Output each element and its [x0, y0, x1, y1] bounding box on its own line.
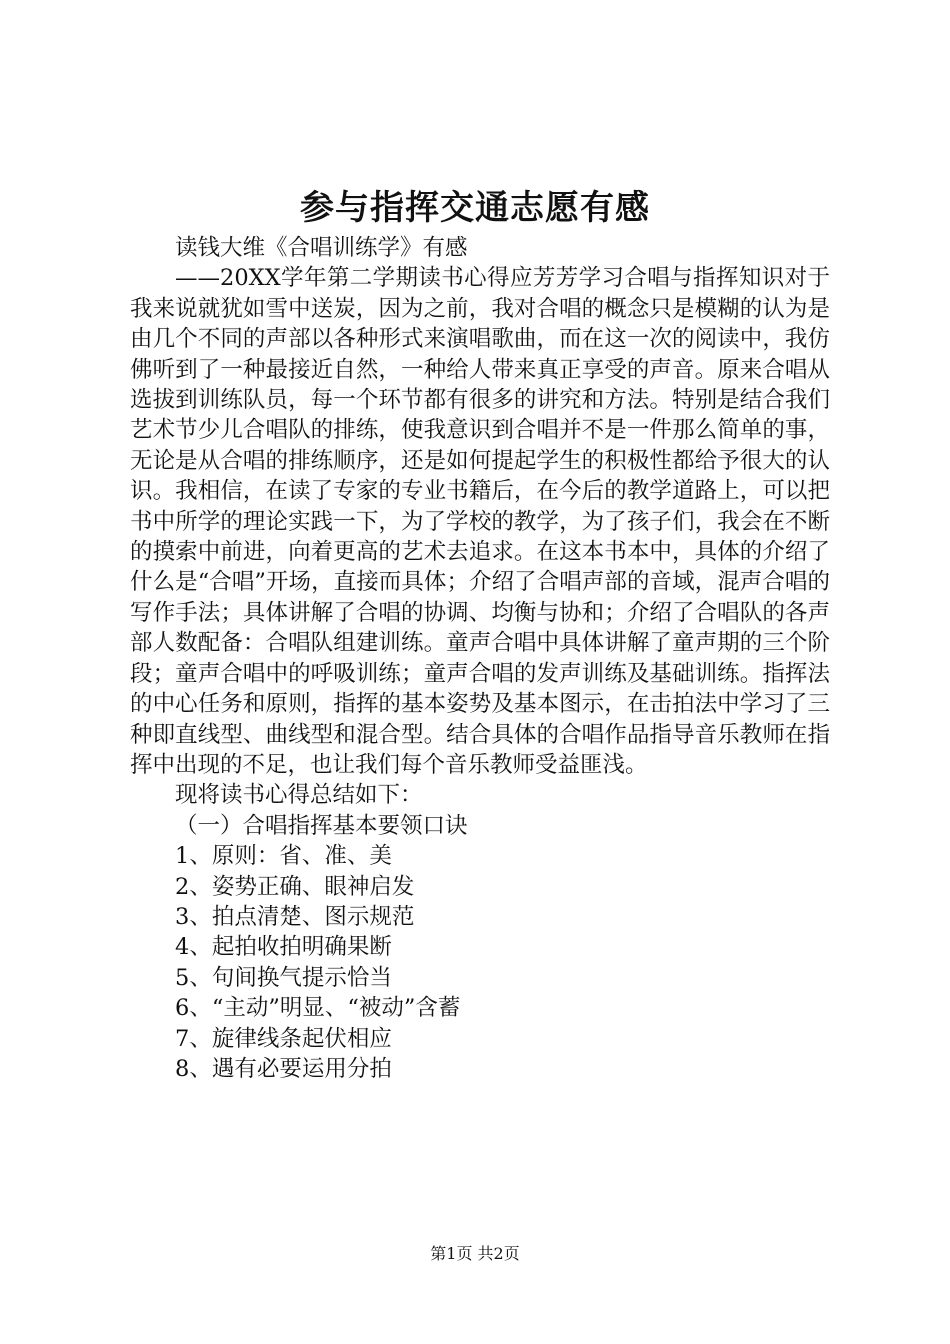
- summary-intro: 现将读书心得总结如下：: [175, 782, 423, 809]
- subtitle-line: 读钱大维《合唱训练学》有感: [175, 235, 468, 261]
- list-item: 1、原则：省、准、美: [175, 843, 392, 870]
- section-heading: （一）合唱指挥基本要领口诀: [175, 812, 468, 839]
- page-number-footer: 第1页 共2页: [430, 1244, 520, 1263]
- main-paragraph: ——20XX学年第二学期读书心得应芳芳学习合唱与指挥知识对于我来说就犹如雪中送炭，因为之前，我对合唱的概念只是模糊的认为是由几个不同的声部以各种形式来演唱歌曲，而在这一次的阅读中，我仿佛听到了一种最接近自然，一种给人带来真正享受的声音。原来合唱从选拔到训练队员，每一个环节都有很多的讲究和方法。特别是结合我们艺术节少儿合唱队的排练，使我意识到合唱并不是一件那么简单的事，无论是从合唱的排练顺序，还是如何提起学生的积极性都给予很大的认识。我相信，在读了专家的专业书籍后，在今后的教学道路上，可以把书中所学的理论实践一下，为了学校的教学，为了孩子们，我会在不断的摸索中前进，向着更高的艺术去追求。在这本书本中，具体的介绍了什么是“合唱”开场，直接而具体；介绍了合唱声部的音域，混声合唱的写作手法；具体讲解了合唱的协调、均衡与协和；介绍了合唱队的各声部人数配备：合唱队组建训练。童声合唱中具体讲解了童声期的三个阶段；童声合唱中的呼吸训练；童声合唱的发声训练及基础训练。指挥法的中心任务和原则，指挥的基本姿势及基本图示，在击拍法中学习了三种即直线型、曲线型和混合型。结合具体的合唱作品指导音乐教师在指挥中出现的不足，也让我们每个音乐教师受益匪浅。: [130, 265, 830, 778]
- list-item: 6、“主动”明显、“被动”含蓄: [175, 995, 461, 1022]
- list-item: 2、姿势正确、眼神启发: [175, 873, 415, 900]
- list-item: 3、拍点清楚、图示规范: [175, 903, 415, 930]
- list-item: 5、句间换气提示恰当: [175, 964, 392, 991]
- document-title: 参与指挥交通志愿有感: [300, 188, 650, 228]
- document-body: [130, 233, 830, 1084]
- list-item: 8、遇有必要运用分拍: [175, 1055, 392, 1082]
- list-item: 7、旋律线条起伏相应: [175, 1025, 392, 1052]
- list-item: 4、起拍收拍明确果断: [175, 934, 392, 961]
